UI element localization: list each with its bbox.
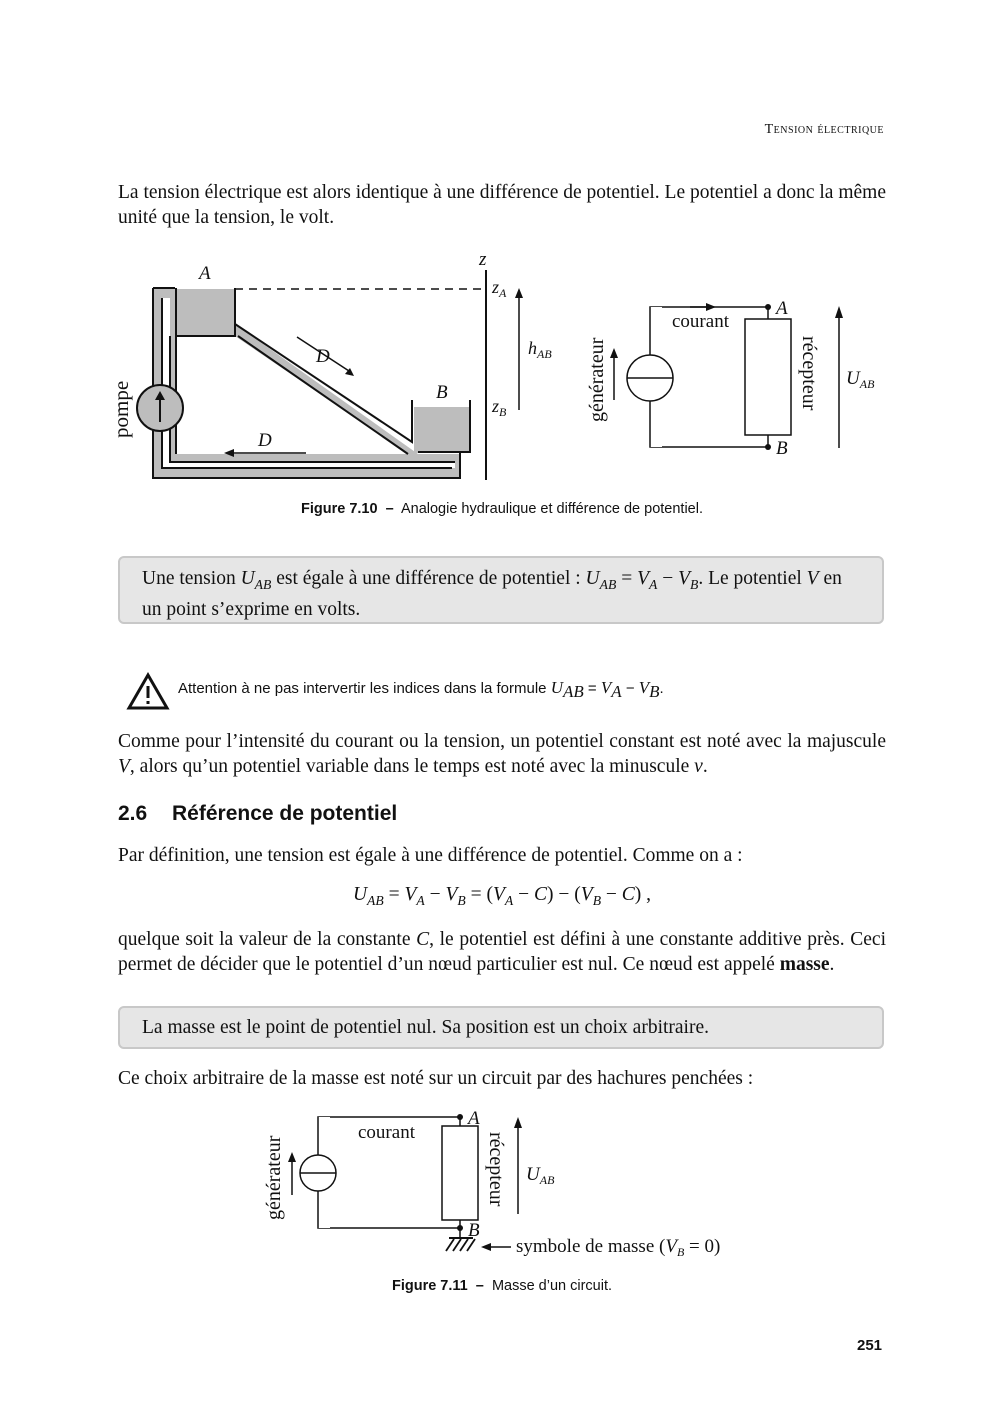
label-generateur: générateur — [586, 337, 608, 422]
label-uab: $U_{AB}$ — [846, 368, 875, 391]
masse-arrow-head — [481, 1243, 491, 1251]
generator-arrow-head — [610, 348, 618, 358]
definition-box-2 — [118, 1006, 884, 1049]
generator-arrow-head — [288, 1152, 296, 1162]
label-recepteur: récepteur — [798, 336, 820, 411]
label-zb: $z_B$ — [492, 396, 507, 419]
label-d-upper: D — [316, 346, 330, 367]
label-hab: $h_{AB}$ — [528, 338, 552, 361]
paragraph-1: La tension électrique est alors identique à une différence de potentiel. Le potentiel a donc la même unité que la tension, le volt. — [118, 182, 886, 228]
paragraph-3: Par définition, une tension est égale à une différence de potentiel. Comme on a : — [118, 845, 743, 866]
interior-area — [176, 336, 408, 454]
node-a — [457, 1114, 463, 1120]
label-masse: symbole de masse $(V_B = 0)$ — [516, 1236, 721, 1259]
equation: $U_{AB} = V_A - V_B = (V_A - C) - (V_B - C)$ , — [352, 884, 652, 908]
figure-7-11-caption: Figure 7.11 – Masse d’un circuit. — [391, 1278, 613, 1294]
label-za: $z_A$ — [492, 277, 507, 300]
figure-7-11 — [0, 1100, 1004, 1265]
label-pompe: pompe — [109, 380, 133, 438]
label-a: A — [199, 263, 211, 284]
label-b: B — [776, 438, 788, 459]
courant-arrow-head — [706, 303, 716, 311]
label-generateur: générateur — [263, 1135, 285, 1220]
definition-text-2: La masse est le point de potentiel nul. Sa position est un choix arbitraire. — [142, 1017, 709, 1038]
running-head: Tension électrique — [764, 122, 884, 137]
uab-arrow-head — [514, 1117, 522, 1128]
label-uab: $U_{AB}$ — [526, 1164, 555, 1187]
hydraulic-diagram — [109, 249, 552, 480]
label-d-lower: D — [258, 430, 272, 451]
reservoir-a-water — [176, 289, 234, 335]
node-b — [765, 444, 771, 450]
receptor-rect — [745, 319, 791, 435]
figure-7-10 — [0, 240, 1004, 490]
warning-text: Attention à ne pas intervertir les indices dans la formule $U_{AB} = V_A - V_B$. — [178, 678, 664, 701]
uab-arrow-head — [835, 306, 843, 318]
reservoir-b-water — [414, 407, 470, 453]
label-courant: courant — [358, 1122, 415, 1143]
label-courant: courant — [672, 311, 729, 332]
definition-box-1 — [118, 556, 884, 624]
circuit-diagram-1 — [586, 298, 875, 459]
paragraph-2: Comme pour l’intensité du courant ou la tension, un potentiel constant est noté avec la majuscule V, alors qu’un potentiel variable dans le temps est noté avec la minuscule v. — [118, 731, 886, 777]
label-recepteur: récepteur — [485, 1132, 507, 1207]
warning-icon — [126, 672, 170, 712]
node-a — [765, 304, 771, 310]
definition-text-1: Une tension $U_{AB}$ est égale à une différence de potentiel : $U_{AB} = V_A - V_B$. Le potentiel V en un point s’exprime en volts. — [142, 568, 842, 620]
section-heading: 2.6 Référence de potentiel — [118, 802, 398, 825]
label-a: A — [468, 1108, 480, 1129]
hab-arrow-head — [515, 288, 523, 298]
page-number: 251 — [857, 1337, 883, 1354]
receptor-rect — [442, 1126, 478, 1220]
figure-7-10-caption: Figure 7.10 – Analogie hydraulique et différence de potentiel. — [300, 501, 703, 517]
label-b: B — [468, 1220, 480, 1241]
paragraph-5: Ce choix arbitraire de la masse est noté sur un circuit par des hachures penchées : — [118, 1068, 754, 1089]
paragraph-4: quelque soit la valeur de la constante C, le potentiel est défini à une constante additive près. Ceci permet de décider que le potentiel d’un nœud particulier est nul. Ce nœud est appelé masse. — [118, 929, 886, 975]
label-a: A — [776, 298, 788, 319]
label-z: z — [479, 249, 487, 270]
label-b: B — [436, 382, 448, 403]
